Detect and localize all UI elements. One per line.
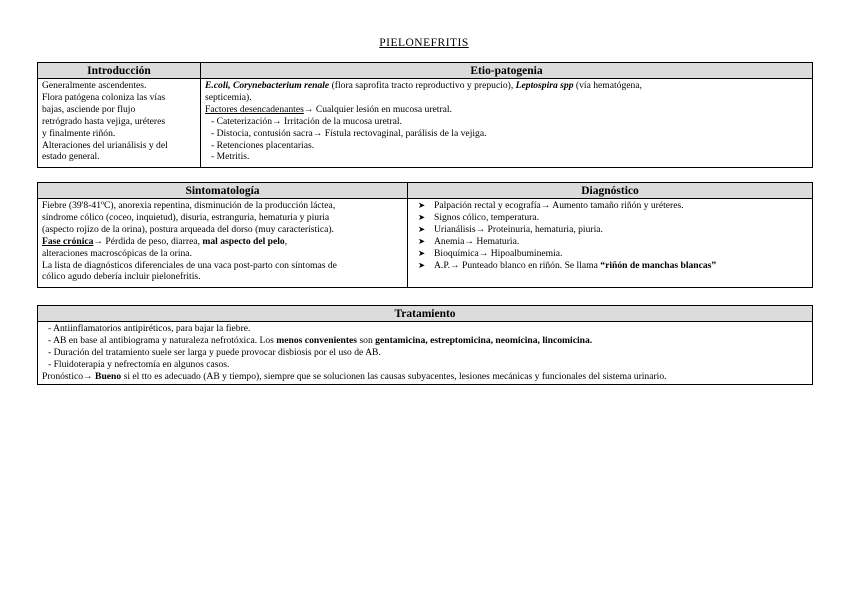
tratamiento-line: - Fluidoterapia y nefrectomía en algunos casos. xyxy=(48,358,230,370)
diag-last-text: A.P.→ Punteado blanco en riñón. Se llama xyxy=(434,259,601,271)
diag-item: ➤ Anemia→ Hematuria. xyxy=(418,235,520,247)
factores-line xyxy=(205,104,808,116)
tratamiento-table xyxy=(37,305,813,385)
page-title: PIELONEFRITIS xyxy=(379,37,469,49)
intro-header: Introducción xyxy=(38,63,201,79)
cronica-label: Fase crónica xyxy=(42,235,94,247)
intro-cell xyxy=(38,79,201,168)
diag-item: ➤ Signos cólico, temperatura. xyxy=(418,211,539,223)
cronica-bold: mal aspecto del pelo xyxy=(202,235,285,247)
organism-note: (flora saprofita tracto reproductivo y prepucio), xyxy=(329,80,516,91)
intro-line: Flora patógena coloniza las vías xyxy=(42,91,166,103)
intro-line: estado general. xyxy=(42,151,100,163)
tratamiento-line: - AB en base al antibiograma y naturaleza nefrotóxica. Los menos convenientes son gentamicina, estreptomicina, neomicina, lincomicina. xyxy=(48,334,593,346)
sinto-line: La lista de diagnósticos diferenciales de una vaca post-parto con síntomas de xyxy=(42,259,337,271)
arrow-bullet-icon: ➤ xyxy=(418,247,426,258)
etio-item: - Distocia, contusión sacra→ Fístula rectovaginal, parálisis de la vejiga. xyxy=(211,127,487,139)
etio-header: Etio-patogenia xyxy=(201,63,813,79)
arrow-bullet-icon: ➤ xyxy=(418,259,426,270)
organism-note-2: (vía hematógena, xyxy=(573,80,642,91)
sinto-line: Fiebre (39'8-41ºC), anorexia repentina, disminución de la producción láctea, xyxy=(42,200,336,211)
diag-item: ➤ Bioquímica→ Hipoalbuminemia. xyxy=(418,247,563,259)
tratamiento-cell xyxy=(38,322,813,385)
sinto-line: síndrome cólico (coceo, inquietud), disuria, estranguria, hematuria y piuria xyxy=(42,211,330,223)
sinto-line: alteraciones macroscópicas de la orina. xyxy=(42,247,192,259)
diag-item xyxy=(412,260,808,272)
cronica-line xyxy=(42,236,403,248)
cronica-end: , xyxy=(284,235,288,247)
intro-line: Alteraciones del urianálisis y del xyxy=(42,139,168,151)
pronostico-line: Pronóstico→ Bueno si el tto es adecuado (AB y tiempo), siempre que se solucionen las causas subyacentes, lesiones mecánicas y funcionales del sistema urinario. xyxy=(42,370,667,382)
diag-item: ➤ Urianálisis→ Proteinuria, hematuria, piuria. xyxy=(418,223,603,235)
sinto-cell xyxy=(38,199,408,288)
factores-label: Factores desencadenantes xyxy=(205,103,304,115)
antibiotics-list: gentamicina, estreptomicina, neomicina, lincomicina. xyxy=(375,334,593,346)
etio-line: septicemia). xyxy=(205,91,252,103)
etio-item: - Cateterización→ Irritación de la mucosa uretral. xyxy=(211,115,402,127)
intro-line: retrógrado hasta vejiga, uréteres xyxy=(42,115,166,127)
menos-convenientes: menos convenientes xyxy=(276,334,358,346)
organism-leptospira: Leptospira spp xyxy=(515,80,574,91)
organism-ecoli: E.coli, Corynebacterium renale xyxy=(205,80,330,91)
intro-line: bajas, asciende por flujo xyxy=(42,103,136,115)
tratamiento-header: Tratamiento xyxy=(38,306,813,322)
pronostico-bueno: Bueno xyxy=(95,370,122,382)
etio-organisms-line xyxy=(205,80,808,92)
tratamiento-line: - Duración del tratamiento suele ser larga y puede provocar disbiosis por el uso de AB. xyxy=(48,346,381,358)
etio-item: - Metritis. xyxy=(211,151,250,163)
intro-line: Generalmente ascendentes. xyxy=(42,80,147,91)
sinto-line: cólico agudo debería incluir pielonefritis. xyxy=(42,271,201,283)
diag-last-bold: “riñón de manchas blancas” xyxy=(600,259,717,271)
sinto-header: Sintomatología xyxy=(38,183,408,199)
cronica-text: → Pérdida de peso, diarrea, xyxy=(93,235,203,247)
arrow-bullet-icon: ➤ xyxy=(418,211,426,222)
diag-header: Diagnóstico xyxy=(408,183,813,199)
diag-cell xyxy=(408,199,813,288)
factores-text: → Cualquier lesión en mucosa uretral. xyxy=(303,103,452,115)
sinto-diag-table xyxy=(37,182,813,288)
diag-item: ➤ Palpación rectal y ecografía→ Aumento tamaño riñón y uréteres. xyxy=(418,200,684,211)
arrow-bullet-icon: ➤ xyxy=(418,235,426,246)
etio-cell xyxy=(201,79,813,168)
arrow-bullet-icon: ➤ xyxy=(418,200,426,210)
etio-item: - Retenciones placentarias. xyxy=(211,139,315,151)
arrow-bullet-icon: ➤ xyxy=(418,223,426,234)
sinto-line: (aspecto rojizo de la orina), postura arqueada del dorso (muy característica). xyxy=(42,223,334,235)
tratamiento-line: - Antiinflamatorios antipiréticos, para bajar la fiebre. xyxy=(48,323,251,334)
intro-etio-table xyxy=(37,62,813,168)
intro-line: y finalmente riñón. xyxy=(42,127,116,139)
